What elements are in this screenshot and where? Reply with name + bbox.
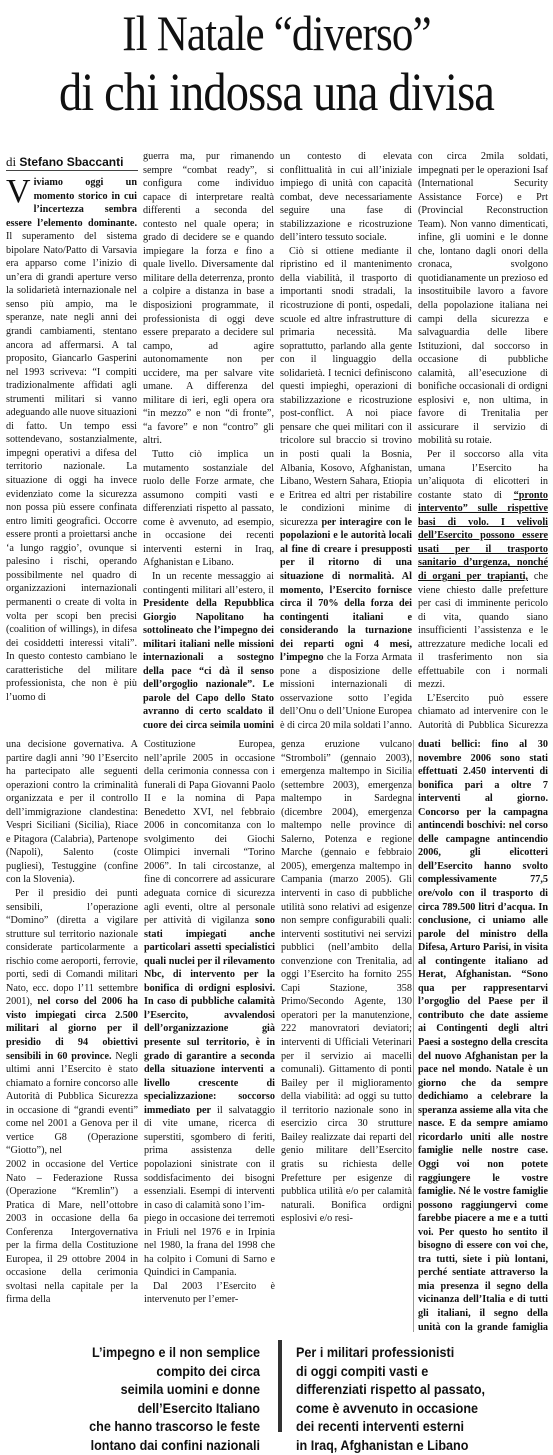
column-divider <box>413 740 414 1332</box>
lead-sentence: iviamo oggi un momento storico in cui l’incertezza sembra essere l’elemento dominante. <box>6 177 137 229</box>
headline-line-2: di chi indossa una divisa <box>58 62 495 122</box>
pullquote-divider <box>278 1340 282 1432</box>
paragraph <box>418 738 548 1334</box>
pullquote-right <box>296 1343 546 1455</box>
paragraph: piego in occasione dei terremoti in Friuli nel 1976 e in Irpinia nel 1980, la frana del 1998 che ha colpito i Comuni di Sarno e Quindici in Campania. <box>144 1213 275 1279</box>
pullquote-line: differenziati rispetto al passato, <box>296 1381 486 1398</box>
byline-rule <box>6 170 138 171</box>
paragraph: guerra ma, pur rimanendo sempre “combat ready”, si configura come individuo capace di interpretare realtà differenti a seconda del contesto nel quale opera; in grado di decidere se e quando impiegare la forza e fino a quale livello. Diversamente dal militare della deterrenza, pronto a colpire a distanza in base a disposizioni programmate, il professionista di oggi deve essere preparato a decidere sul campo, ad agire autonomamente non per uccidere, ma per salvare vite umane. A differenza del militare di ieri, egli opera ora “in mezzo” e non “di fronte”, “a favore” e non “contro” gli altri. <box>143 151 274 447</box>
paragraph: una decisione governativa. A partire dagli anni ’90 l’Esercito ha partecipato alle seguenti operazioni contro la criminalità organizzata e per il controllo dell’immigrazione clandestina: Vespri Siciliani (Sicilia), Riace e Pitagora (Calabria), Partenope (Napoli), Salento (coste pugliesi), Testuggine (confine con la Slovenia). <box>6 739 138 886</box>
byline-prefix: di <box>6 154 17 169</box>
paragraph-text: Per il soccorso alla vita umana l’Esercito ha un’aliquota di elicotteri in costante stato di <box>418 449 548 501</box>
drop-cap: V <box>6 176 31 210</box>
headline-line-1: Il Natale “diverso” <box>122 5 431 61</box>
lower-column-1 <box>6 738 138 1334</box>
paragraph: con circa 2mila soldati, impegnati per le operazioni Isaf (International Security Assistance Force) e Prt (Provincial Reconstruction Team). Non vanno dimenticati, infine, gli uomini e le donne che, lontano dagli onori della cronaca, svolgono quotidianamente un prezioso ed insostituibile lavoro a favore della popolazione italiana nei campi della sicurezza e salvaguardia delle libere Istituzioni, dal soccorso in occasione di pubbliche calamità, all’esecuzione di bonifiche occasionali di ordigni esplosivi e, non ultima, in favore di Trenitalia per assicurare il servizio di mobilità su rotaie. <box>418 151 548 447</box>
pullquote-line: dei recenti interventi esterni <box>296 1418 465 1435</box>
paragraph-text: che la Forza Armata pone a disposizione delle missioni internazionali di osservazione sotto l’egida dell’Onu o dell’Unione Europea è di circa 20 mila soldati l’anno. <box>280 652 412 730</box>
highlighted-text: sono stati impiegati anche particolari assetti specialistici quali nuclei per il rilevamento Nbc, di intervento per la bonifica di ordigni esplosivi. In caso di pubbliche calamità l’Esercito, avvalendosi dell’organizzazione già presente sul territorio, è in grado di garantire a seconda della situazione interventi a livello crescente di specializzazione: soccorso immediato per <box>144 915 275 1116</box>
paragraph: 2002 in occasione del Vertice Nato – Federazione Russa (Operazione “Kremlin”) a Pratica di Mare, nell’ottobre 2003 in occasione della 6a Conferenza Intergovernativa per la firma della Costituzione Europea, il 29 ottobre 2004 in occasione della cerimonia svoltasi nella capitale per la firma della <box>6 1158 138 1306</box>
paragraph <box>280 245 412 730</box>
pullquote-line: L’impegno e il non semplice <box>91 1344 260 1360</box>
highlighted-text: “pronto intervento” sulle rispettive basi di volo. I velivoli dell’Esercito possono essere usati per il trasporto sanitario d’urgenza, nonché di organi per trapianti, <box>418 489 548 582</box>
paragraph <box>418 448 548 692</box>
pullquote-line: compito dei circa <box>156 1362 260 1379</box>
paragraph <box>6 887 138 1158</box>
byline <box>6 154 123 170</box>
paragraph-text: che viene chiesto dalle prefetture per casi di imminente pericolo di vita, quando siano insufficienti l’assistenza e le attrezzature mediche locali ed il trasferimento non sia effettuabile con i normali mezzi. <box>418 570 548 691</box>
paragraph-text: il salvataggio di vite umane, ricerca di superstiti, sgombero di feriti, prima assistenza delle popolazioni sinistrate con il soddisfacimento dei bisogni essenziali. Esempi di interventi in caso di calamità sono l’im- <box>144 1104 275 1211</box>
paragraph: genza eruzione vulcano “Stromboli” (gennaio 2003), emergenza maltempo in Sicilia (settembre 2003), emergenza maltempo in Sardegna (dicembre 2004), emergenza maltempo nelle province di Salerno, Potenza e regione Marche (gennaio e febbraio 2005), emergenza maltempo in Campania (marzo 2005). Gli interventi in caso di pubbliche utilità sono relativi ad esigenze non sempre configurabili quali: interventi sostitutivi nei servizi pubblici (nell’ambito della convenzione con Trenitalia, ad oggi l’Esercito ha fornito 255 Capi Stazione, 358 Primo/Secondo Agente, 130 operatori per la manutenzione, 222 manovratori deviatori; interventi di Ufficiali Veterinari per il servizio ai macelli comunali). Gittamento di ponti Bailey per il miglioramento della viabilità: ad oggi su tutto il territorio nazionale sono in esercizio circa 30 strutture Bailey realizzate dai reparti del genio militare dell’Esercito gratis su richiesta delle Prefetture per esigenze di pubblica utilità e/o per calamità naturali. Bonifica ordigni esplosivi e/o resi- <box>281 739 412 1225</box>
pullquote-line: lontano dai confini nazionali <box>90 1436 260 1453</box>
paragraph <box>143 570 274 730</box>
paragraph <box>6 176 137 704</box>
paragraph: Dal 2003 l’Esercito è intervenuto per l’emer- <box>144 1280 275 1306</box>
paragraph-text: Ciò si ottiene mediante il ripristino ed il mantenimento della viabilità, il trasporto di importanti snodi stradali, la ricostruzione di ponti, ospedali, scuole ed altre infrastrutture di primaria necessità. Ma soprattutto, parlando alla gente con il linguaggio della solidarietà. I tecnici definiscono questi impieghi, operazioni di stabilizzazione e ricostruzione post-conflict. A noi piace pensare che quei militari con il tricolore sul braccio si trovino in posti quali la Bosnia, Albania, Kosovo, Afghanistan, Libano, Western Sahara, Etiopia e Eritrea ed altri per ristabilire le condizioni minime di sicurezza <box>280 245 412 528</box>
lower-column-4 <box>418 738 548 1334</box>
highlighted-text: Presidente della Repubblica Giorgio Napolitano ha sottolineato che l’impegno dei militari italiani nelle missioni internazionali a sostegno della pace “ci dà il senso dell’orgoglio nazionale”. Le parole del Capo dello Stato avranno di certo scaldato il cuore dei circa seimila uomini <box>143 598 274 730</box>
paragraph: Tutto ciò implica un mutamento sostanziale del ruolo delle Forze armate, che assumono compiti vasti e differenziati rispetto al passato, come è avvenuto, ad esempio, in occasione dei recenti interventi esterni in Iraq, Afghanistan e Libano. <box>143 449 274 569</box>
pullquote-line: dell’Esercito Italiano <box>137 1399 260 1416</box>
paragraph-text: In un recente messaggio ai contingenti militari all’estero, il <box>143 570 274 596</box>
paragraph-text: Il superamento del sistema bipolare Nato/Patto di Varsavia era apparso come l’inizio di un’era di grandi aperture verso la solidarietà internazionale nel senso più ampio, ma le speranze, nate negli anni dei grandi cambiamenti, stentano ancora ad affermarsi. A tal proposito, Giancarlo Gasperini nel 1993 scriveva: “I compiti tradizionalmente affidati agli strumenti militari si vanno adeguando alle nuove situazioni di fatto. Un tempo essi sottendevano, sostanzialmente, impegni operativi a difesa del territorio nazionale. La situazione di oggi ha invece evidenziato come la sicurezza non possa più essere confinata entro limiti geografici. Occorre essere pronti a proiettarsi anche ‘a lungo raggio’, ovunque si palesino i rischi, operando possibilmente nel quadro di organizzazioni internazionali permanenti o create di volta in volta per scopi ben precisi (coalition of willings), in difesa dei cosiddetti interessi vitali”. In questo contesto cambiano le caratteristiche del militare professionista, che non è più l’uomo di <box>6 231 137 703</box>
pullquote-line: in Iraq, Afghanistan e Libano <box>296 1436 469 1453</box>
pullquote-line: di oggi compiti vasti e <box>296 1362 429 1379</box>
paragraph: L’Esercito può essere chiamato ad intervenire con le Autorità di Pubblica Sicurezza <box>418 692 548 730</box>
paragraph <box>144 738 275 1212</box>
highlighted-text: nel corso del 2006 ha visto impiegati circa 2.500 militari al giorno per il presidio di 94 obiettivi sensibili in 60 province. <box>6 996 138 1062</box>
pullquote-line: come è avvenuto in occasione <box>296 1399 479 1416</box>
upper-column-2 <box>143 150 274 730</box>
highlighted-text: per interagire con le popolazioni e le autorità locali al fine di creare i presupposti per il ritorno di una situazione di normalità. Al momento, l’Esercito fornisce circa il 70% della forza dei contingenti italiani e considerando la turnazione dei reparti ogni 4 mesi, l’impegno <box>280 516 412 664</box>
lower-column-3 <box>281 738 412 1334</box>
paragraph-text: Costituzione Europea, nell’aprile 2005 in occasione della cerimonia connessa con i funerali di Papa Giovanni Paolo II e la nomina di Papa Benedetto XVI, nel febbraio 2006 in concomitanza con lo svolgimento dei Giochi Olimpici invernali “Torino 2006”. In tali circostanze, al fine di concorrere ad assicurare adeguata cornice di sicurezza agli eventi, oltre al personale per attività di vigilanza <box>144 739 275 927</box>
lower-column-2 <box>144 738 275 1334</box>
upper-column-4 <box>418 150 548 730</box>
upper-column-3 <box>280 150 412 730</box>
pullquote-left <box>14 1343 260 1455</box>
pullquote-line: seimila uomini e donne <box>120 1381 260 1398</box>
byline-author: Stefano Sbaccanti <box>19 155 124 169</box>
pullquote-line: Per i militari professionisti <box>296 1344 455 1360</box>
upper-column-1 <box>6 176 137 729</box>
highlighted-text: duati bellici: fino al 30 novembre 2006 sono stati effettuati 2.450 interventi di bonifica pari a oltre 7 interventi al giorno. Concorso per la campagna antincendi boschivi: nel corso delle campagne antincendio 2006, gli elicotteri dell’Esercito hanno svolto complessivamente 77,5 ore/volo con il trasporto di circa 789.500 litri d’acqua. In conclusione, ci uniamo alle parole del ministro della Difesa, Arturo Parisi, in visita al contingente italiano ad Herat, Afghanistan. “Sono qua per rappresentarvi l’orgoglio del Paese per il contributo che date assieme ai Contingenti degli altri Paesi a sostegno della crescita del nuovo Afghanistan per la pace nel mondo. Natale è un giorno che da sempre dedichiamo a celebrare la speranza assieme alla vita che nasce. E da sempre amiamo ricordarlo uniti alle nostre famiglie nelle nostre case. Oggi voi non potete raggiungere le vostre famiglie. Né le vostre famiglie possono raggiungervi come farebbe piacere a me e a tutti voi. Per questo ho sentito il bisogno di essere con voi che, tra tutti, siete i più lontani, perché sentiate attraverso la mia presenza il segno della vicinanza dell’Italia e di tutti gli italiani, il segno della unità con la grande famiglia <box>418 739 548 1333</box>
paragraph-text: Per il presidio dei punti sensibili, l’operazione “Domino” (diretta a vigilare strutture sul territorio nazionale considerate particolarmente a rischio come aeroporti, ferrovie, porti, sedi di Comandi militari Nato, ecc. dopo l’11 settembre 2001), <box>6 888 138 1008</box>
paragraph-text: Negli ultimi anni l’Esercito è stato chiamato a fornire concorso alle Autorità di Pubblica Sicurezza in occasione di “grandi eventi” come nel 2001 a Genova per il vertice G8 (Operazione “Giotto”), nel <box>6 1050 138 1157</box>
pullquote-line: che hanno trascorso le feste <box>89 1418 260 1435</box>
paragraph: un contesto di elevata conflittualità in cui all’iniziale impiego di unità con capacità combat, deve necessariamente seguire una fase di stabilizzazione e ricostruzione dell’intero tessuto sociale. <box>280 151 412 244</box>
